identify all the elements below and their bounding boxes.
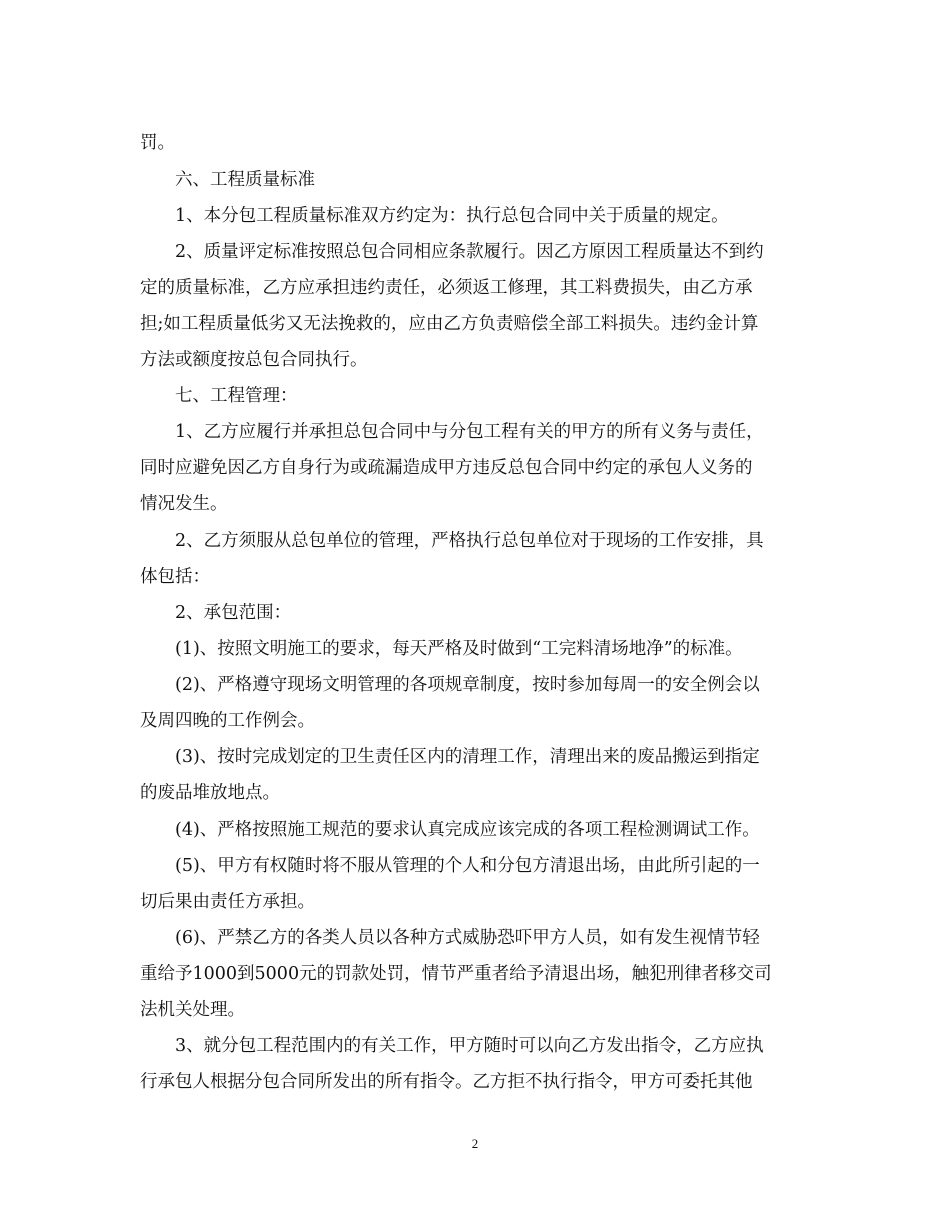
- text-line: (4)、严格按照施工规范的要求认真完成应该完成的各项工程检测调试工作。: [175, 820, 760, 840]
- text-line: 及周四晚的工作例会。: [140, 711, 315, 731]
- text-line: (1)、按照文明施工的要求，每天严格及时做到“工完料清场地净”的标准。: [175, 639, 743, 659]
- text-line: 2、乙方须服从总包单位的管理，严格执行总包单位对于现场的工作安排，具: [175, 531, 764, 551]
- text-line: 体包括：: [140, 567, 210, 587]
- text-line: 1、乙方应履行并承担总包合同中与分包工程有关的甲方的所有义务与责任，: [175, 422, 764, 442]
- text-line: 重给予1000到5000元的罚款处罚，情节严重者给予清退出场，触犯刑律者移交司: [140, 964, 772, 984]
- text-line: 同时应避免因乙方自身行为或疏漏造成甲方违反总包合同中约定的承包人义务的: [140, 458, 753, 478]
- text-line: 1、本分包工程质量标准双方约定为：执行总包合同中关于质量的规定。: [175, 206, 729, 226]
- text-line: 的废品堆放地点。: [140, 783, 280, 803]
- text-line: 2、质量评定标准按照总包合同相应条款履行。因乙方原因工程质量达不到约: [175, 242, 764, 262]
- text-line: (5)、甲方有权随时将不服从管理的个人和分包方清退出场，由此所引起的一: [175, 856, 760, 876]
- text-line: (6)、严禁乙方的各类人员以各种方式威胁恐吓甲方人员，如有发生视情节轻: [175, 928, 760, 948]
- text-line: (2)、严格遵守现场文明管理的各项规章制度，按时参加每周一的安全例会以: [175, 675, 760, 695]
- text-line: 担;如工程质量低劣又无法挽救的，应由乙方负责赔偿全部工料损失。违约金计算: [140, 314, 759, 334]
- text-line: 定的质量标准，乙方应承担违约责任，必须返工修理，其工料费损失，由乙方承: [140, 278, 753, 298]
- text-line: 切后果由责任方承担。: [140, 892, 315, 912]
- text-line: 行承包人根据分包合同所发出的所有指令。乙方拒不执行指令，甲方可委托其他: [140, 1072, 753, 1092]
- text-line: 法机关处理。: [140, 1000, 245, 1020]
- text-line: 罚。: [140, 133, 175, 153]
- page-number: 2: [471, 1136, 479, 1151]
- text-line: 3、就分包工程范围内的有关工作，甲方随时可以向乙方发出指令，乙方应执: [175, 1036, 764, 1056]
- section-heading: 七、工程管理：: [175, 386, 298, 406]
- text-line: 2、承包范围：: [175, 603, 292, 623]
- text-line: (3)、按时完成划定的卫生责任区内的清理工作，清理出来的废品搬运到指定: [175, 747, 760, 767]
- text-line: 情况发生。: [140, 494, 228, 514]
- section-heading: 六、工程质量标准: [175, 170, 315, 190]
- text-line: 方法或额度按总包合同执行。: [140, 350, 368, 370]
